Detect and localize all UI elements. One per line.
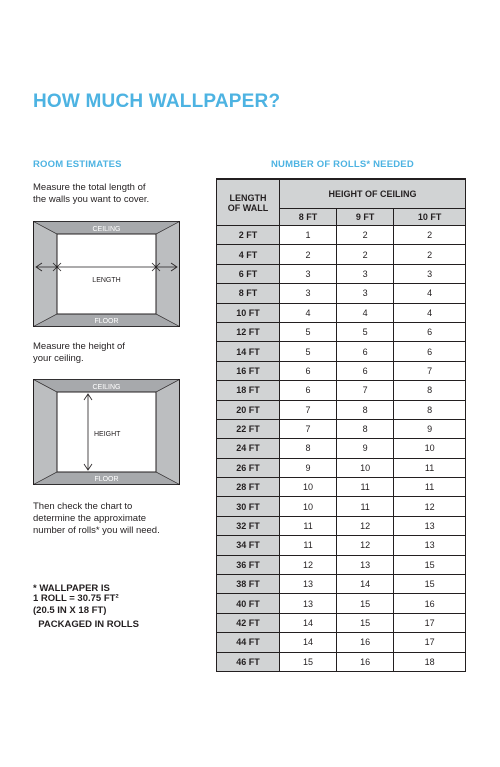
rolls-cell: 3 — [280, 264, 337, 283]
rolls-cell: 3 — [280, 284, 337, 303]
table-row — [217, 594, 466, 613]
rolls-cell: 10 — [394, 439, 466, 458]
rolls-cell: 14 — [337, 575, 394, 594]
rolls-cell: 12 — [337, 536, 394, 555]
page-title: HOW MUCH WALLPAPER? — [33, 91, 281, 112]
rolls-cell: 11 — [280, 516, 337, 535]
rolls-cell: 6 — [280, 361, 337, 380]
wall-length-cell: 30 FT — [217, 497, 280, 516]
rolls-cell: 5 — [337, 322, 394, 341]
rolls-cell: 11 — [394, 478, 466, 497]
wall-length-cell: 24 FT — [217, 439, 280, 458]
rolls-cell: 15 — [394, 575, 466, 594]
instruction-check-chart: Then check the chart to determine the approximate number of rolls* you will need. — [33, 501, 160, 536]
rolls-cell: 8 — [337, 419, 394, 438]
rolls-cell: 6 — [394, 322, 466, 341]
wall-length-cell: 34 FT — [217, 536, 280, 555]
rolls-cell: 15 — [394, 555, 466, 574]
rolls-table-body — [217, 226, 466, 672]
rolls-cell: 2 — [337, 226, 394, 245]
diagram1-ceiling-label: CEILING — [92, 226, 121, 233]
rolls-table — [216, 178, 466, 672]
table-row — [217, 226, 466, 245]
room-length-diagram — [33, 221, 180, 327]
wall-length-cell: 38 FT — [217, 575, 280, 594]
table-row — [217, 633, 466, 652]
wall-length-cell: 4 FT — [217, 245, 280, 264]
rolls-cell: 3 — [337, 284, 394, 303]
rolls-cell: 6 — [337, 361, 394, 380]
table-row — [217, 245, 466, 264]
rolls-cell: 4 — [280, 303, 337, 322]
wall-length-cell: 20 FT — [217, 400, 280, 419]
rolls-cell: 16 — [337, 633, 394, 652]
rolls-cell: 7 — [394, 361, 466, 380]
rolls-cell: 3 — [337, 264, 394, 283]
wall-length-cell: 8 FT — [217, 284, 280, 303]
diagram1-floor-label: FLOOR — [94, 318, 119, 325]
rolls-cell: 16 — [394, 594, 466, 613]
table-row — [217, 478, 466, 497]
rolls-cell: 16 — [337, 652, 394, 671]
wall-length-cell: 32 FT — [217, 516, 280, 535]
rolls-cell: 2 — [394, 245, 466, 264]
rolls-cell: 4 — [394, 303, 466, 322]
rolls-cell: 14 — [280, 613, 337, 632]
roll-size-note: 1 ROLL = 30.75 FT² (20.5 IN X 18 FT) — [33, 593, 119, 616]
table-row — [217, 303, 466, 322]
table-row — [217, 381, 466, 400]
rolls-cell: 7 — [337, 381, 394, 400]
height-header-10ft: 10 FT — [394, 209, 466, 226]
table-row — [217, 342, 466, 361]
wall-length-cell: 16 FT — [217, 361, 280, 380]
rolls-cell: 5 — [280, 322, 337, 341]
rolls-cell: 10 — [280, 497, 337, 516]
table-row — [217, 400, 466, 419]
wall-length-cell: 44 FT — [217, 633, 280, 652]
wall-length-cell: 36 FT — [217, 555, 280, 574]
rolls-cell: 2 — [337, 245, 394, 264]
table-row — [217, 361, 466, 380]
table-row — [217, 575, 466, 594]
rolls-cell: 4 — [337, 303, 394, 322]
diagram2-ceiling-label: CEILING — [92, 384, 121, 391]
rolls-cell: 2 — [394, 226, 466, 245]
rolls-needed-heading: NUMBER OF ROLLS* NEEDED — [271, 159, 414, 170]
wall-length-cell: 14 FT — [217, 342, 280, 361]
rolls-cell: 10 — [337, 458, 394, 477]
rolls-cell: 6 — [337, 342, 394, 361]
wall-length-cell: 18 FT — [217, 381, 280, 400]
rolls-cell: 11 — [337, 497, 394, 516]
rolls-cell: 9 — [337, 439, 394, 458]
rolls-cell: 11 — [394, 458, 466, 477]
rolls-cell: 15 — [280, 652, 337, 671]
table-row — [217, 264, 466, 283]
wall-length-cell: 6 FT — [217, 264, 280, 283]
rolls-cell: 8 — [394, 381, 466, 400]
rolls-cell: 13 — [337, 555, 394, 574]
rolls-cell: 10 — [280, 478, 337, 497]
table-row — [217, 497, 466, 516]
rolls-cell: 13 — [394, 536, 466, 555]
table-row — [217, 439, 466, 458]
rolls-cell: 12 — [280, 555, 337, 574]
rolls-cell: 2 — [280, 245, 337, 264]
wall-length-cell: 40 FT — [217, 594, 280, 613]
diagram2-height-label: HEIGHT — [94, 431, 121, 438]
rolls-cell: 1 — [280, 226, 337, 245]
rolls-cell: 8 — [337, 400, 394, 419]
rolls-cell: 4 — [394, 284, 466, 303]
table-row — [217, 652, 466, 671]
rolls-cell: 6 — [394, 342, 466, 361]
table-row — [217, 516, 466, 535]
rolls-cell: 17 — [394, 633, 466, 652]
wall-length-cell: 46 FT — [217, 652, 280, 671]
wall-length-cell: 10 FT — [217, 303, 280, 322]
rolls-cell: 15 — [337, 613, 394, 632]
rolls-cell: 13 — [394, 516, 466, 535]
length-of-wall-header: LENGTH OF WALL — [217, 179, 280, 226]
wall-length-cell: 2 FT — [217, 226, 280, 245]
table-row — [217, 613, 466, 632]
wall-length-cell: 26 FT — [217, 458, 280, 477]
rolls-cell: 7 — [280, 419, 337, 438]
rolls-cell: 11 — [337, 478, 394, 497]
rolls-cell: 8 — [394, 400, 466, 419]
height-header-9ft: 9 FT — [337, 209, 394, 226]
rolls-cell: 6 — [280, 381, 337, 400]
table-row — [217, 322, 466, 341]
rolls-cell: 3 — [394, 264, 466, 283]
rolls-cell: 17 — [394, 613, 466, 632]
rolls-cell: 5 — [280, 342, 337, 361]
rolls-packaging-note: * WALLPAPER IS PACKAGED IN ROLLS — [33, 583, 139, 630]
rolls-cell: 18 — [394, 652, 466, 671]
rolls-cell: 13 — [280, 575, 337, 594]
diagram2-floor-label: FLOOR — [94, 476, 119, 483]
table-row — [217, 419, 466, 438]
table-row — [217, 536, 466, 555]
wall-length-cell: 22 FT — [217, 419, 280, 438]
rolls-cell: 14 — [280, 633, 337, 652]
rolls-cell: 12 — [337, 516, 394, 535]
height-header-8ft: 8 FT — [280, 209, 337, 226]
rolls-cell: 9 — [280, 458, 337, 477]
rolls-cell: 15 — [337, 594, 394, 613]
instruction-measure-length: Measure the total length of the walls you want to cover. — [33, 182, 150, 205]
rolls-cell: 13 — [280, 594, 337, 613]
rolls-cell: 11 — [280, 536, 337, 555]
room-estimates-heading: ROOM ESTIMATES — [33, 159, 122, 170]
diagram1-length-label: LENGTH — [92, 277, 121, 284]
height-of-ceiling-header: HEIGHT OF CEILING — [280, 179, 466, 209]
rolls-cell: 7 — [280, 400, 337, 419]
table-row — [217, 284, 466, 303]
rolls-cell: 8 — [280, 439, 337, 458]
wall-length-cell: 42 FT — [217, 613, 280, 632]
table-row — [217, 555, 466, 574]
wall-length-cell: 12 FT — [217, 322, 280, 341]
instruction-measure-height: Measure the height of your ceiling. — [33, 341, 125, 364]
rolls-cell: 9 — [394, 419, 466, 438]
wall-length-cell: 28 FT — [217, 478, 280, 497]
table-row — [217, 458, 466, 477]
room-height-diagram — [33, 379, 180, 485]
rolls-cell: 12 — [394, 497, 466, 516]
